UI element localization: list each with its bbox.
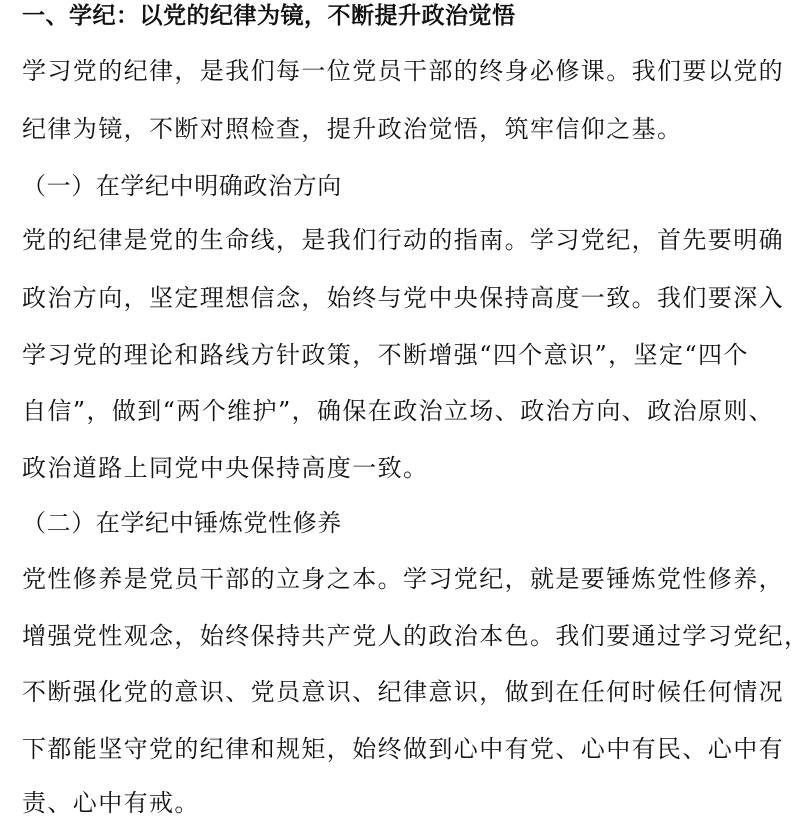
paragraph-line: 党性修养是党员干部的立身之本。学习党纪，就是要锤炼党性修养， xyxy=(22,565,784,593)
paragraph-line: 纪律为镜，不断对照检查，提升政治觉悟，筑牢信仰之基。 xyxy=(22,115,683,143)
paragraph-line: 政治道路上同党中央保持高度一致。 xyxy=(22,454,429,482)
paragraph-line: 学习党的理论和路线方针政策，不断增强“四个意识”，坚定“四个 xyxy=(22,341,749,369)
subsection-title: （二）在学纪中锤炼党性修养 xyxy=(22,509,342,537)
paragraph-line: 责、心中有戒。 xyxy=(22,789,200,817)
paragraph-line: 学习党的纪律，是我们每一位党员干部的终身必修课。我们要以党的 xyxy=(22,57,784,85)
paragraph-line: 下都能坚守党的纪律和规矩，始终做到心中有党、心中有民、心中有 xyxy=(22,735,784,763)
paragraph-line: 增强党性观念，始终保持共产党人的政治本色。我们要通过学习党纪， xyxy=(22,622,809,650)
section-title: 一、学纪：以党的纪律为镜，不断提升政治觉悟 xyxy=(22,3,516,29)
paragraph-line: 党的纪律是党的生命线，是我们行动的指南。学习党纪，首先要明确 xyxy=(22,226,784,254)
paragraph-line: 政治方向，坚定理想信念，始终与党中央保持高度一致。我们要深入 xyxy=(22,284,784,312)
paragraph-line: 自信”，做到“两个维护”，确保在政治立场、政治方向、政治原则、 xyxy=(22,397,775,425)
paragraph-line: 不断强化党的意识、党员意识、纪律意识，做到在任何时候任何情况 xyxy=(22,678,784,706)
subsection-title: （一）在学纪中明确政治方向 xyxy=(22,172,342,200)
